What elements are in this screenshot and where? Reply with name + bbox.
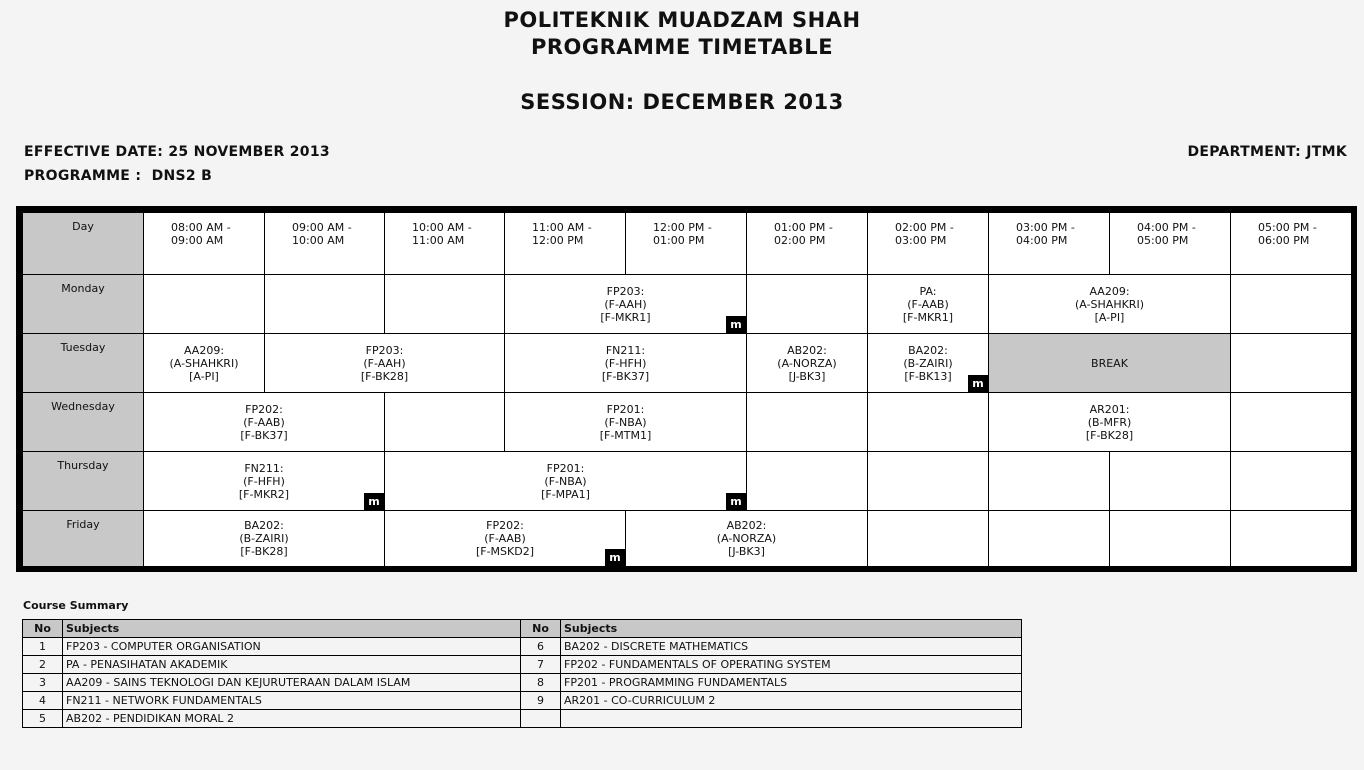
course-subject: BA202 - DISCRETE MATHEMATICS [561,638,1022,656]
class-line: FP203: [606,284,645,298]
course-number: 3 [23,674,63,692]
summary-row [23,692,1022,710]
summary-header-row [23,620,1022,638]
class-line: (A-NORZA) [716,532,777,545]
class-slot [144,511,385,567]
class-line: AR201: [1089,402,1130,416]
m-marker-badge: m [968,375,988,392]
class-line: [F-BK13] [904,369,952,383]
m-marker-badge: m [605,549,625,566]
course-subject: PA - PENASIHATAN AKADEMIK [63,656,521,674]
class-line: [J-BK3] [788,369,826,383]
course-number: 4 [23,692,63,710]
time-slot-line: 08:00 AM - [171,221,231,234]
time-slot-header [505,213,626,275]
empty-slot [1110,452,1231,511]
time-slot-line: 02:00 PM [774,234,826,247]
header-row [23,213,1352,275]
course-subject: AR201 - CO-CURRICULUM 2 [561,692,1022,710]
empty-slot [1110,511,1231,567]
day-label: Friday [23,511,144,567]
class-slot [989,275,1231,334]
time-slot-header [989,213,1110,275]
empty-slot [1231,511,1352,567]
empty-slot [868,511,989,567]
class-line: FP203: [365,343,404,357]
class-slot [989,393,1231,452]
empty-slot [989,452,1110,511]
empty-slot [1231,334,1352,393]
class-line: [F-MKR1] [902,310,954,324]
break-slot [989,334,1231,393]
summary-row [23,656,1022,674]
class-line: [A-PI] [189,369,219,383]
time-slot-line: 03:00 PM [895,234,947,247]
m-marker-badge: m [726,316,746,333]
class-slot [505,334,747,393]
day-row-tuesday [23,334,1352,393]
session-title: SESSION: DECEMBER 2013 [520,90,844,114]
class-line: FP202: [486,519,524,532]
class-line: [F-BK28] [1085,428,1134,442]
time-slot-line: 11:00 AM - [532,221,592,234]
institution-name: POLITEKNIK MUADZAM SHAH [503,8,861,32]
course-subject: FP201 - PROGRAMMING FUNDAMENTALS [561,674,1022,692]
course-number [521,710,561,728]
time-slot-line: 01:00 PM [653,234,705,247]
course-number: 8 [521,674,561,692]
class-line: FP202: [245,402,283,416]
class-slot [144,334,265,393]
effective-date: EFFECTIVE DATE: 25 NOVEMBER 2013 [24,144,330,160]
time-slot-line: 06:00 PM [1258,234,1310,247]
class-line: (F-AAH) [604,297,647,311]
course-number: 6 [521,638,561,656]
class-slot [505,275,747,334]
time-slot-header [265,213,385,275]
timetable-frame [16,206,1357,572]
empty-slot [1231,393,1352,452]
empty-slot [144,275,265,334]
class-line: (B-ZAIRI) [903,356,953,370]
time-slot-line: 02:00 PM - [895,221,954,234]
empty-slot [868,452,989,511]
class-line: FN211: [605,343,646,357]
class-slot [144,452,385,511]
class-line: [F-BK28] [360,369,409,383]
day-row-wednesday [23,393,1352,452]
class-line: (F-AAB) [243,415,285,429]
summary-row [23,710,1022,728]
time-slot-header [1110,213,1231,275]
class-slot [265,334,505,393]
class-line: (F-AAB) [484,532,526,545]
time-slot-header [747,213,868,275]
document-title: PROGRAMME TIMETABLE [530,35,834,59]
time-slot-line: 04:00 PM [1016,234,1068,247]
class-line: (A-NORZA) [777,356,837,370]
subjects-column-header: Subjects [63,620,521,638]
time-slot-line: 12:00 PM - [653,221,712,234]
class-slot [868,275,989,334]
class-line: [F-MKR2] [238,487,290,501]
class-line: FP201: [546,461,585,475]
class-line: [A-PI] [1094,310,1125,324]
class-line: [F-BK28] [240,545,288,558]
time-slot-line: 04:00 PM - [1137,221,1196,234]
course-summary-table [22,619,1022,728]
empty-slot [1231,452,1352,511]
empty-slot [989,511,1110,567]
empty-slot [747,393,868,452]
time-slot-header [144,213,265,275]
class-line: [F-MSKD2] [475,545,535,558]
time-slot-line: 11:00 AM [412,234,465,247]
class-line: [F-BK37] [240,428,288,442]
empty-slot [747,452,868,511]
class-line: (F-HFH) [604,356,647,370]
course-subject: AA209 - SAINS TEKNOLOGI DAN KEJURUTERAAN DALAM ISLAM [63,674,521,692]
course-subject: FP203 - COMPUTER ORGANISATION [63,638,521,656]
day-label: Thursday [23,452,144,511]
class-line: AB202: [726,519,767,532]
course-number: 9 [521,692,561,710]
no-column-header: No [521,620,561,638]
day-label: Tuesday [23,334,144,393]
empty-slot [1231,275,1352,334]
time-slot-header [385,213,505,275]
time-slot-line: 10:00 AM [292,234,345,247]
class-line: (F-AAH) [363,356,406,370]
class-line: [F-MKR1] [600,310,651,324]
class-line: AB202: [787,343,827,357]
class-line: FP201: [606,402,645,416]
empty-slot [265,275,385,334]
course-summary-title: Course Summary [23,599,129,612]
class-line: [F-BK37] [601,369,650,383]
day-row-monday [23,275,1352,334]
course-subject: AB202 - PENDIDIKAN MORAL 2 [63,710,521,728]
class-slot [747,334,868,393]
course-number: 2 [23,656,63,674]
class-line: (F-NBA) [604,415,647,429]
class-line: [F-MTM1] [599,428,652,442]
time-slot-line: 09:00 AM [171,234,224,247]
class-line: (F-HFH) [243,474,285,488]
course-subject: FN211 - NETWORK FUNDAMENTALS [63,692,521,710]
time-slot-line: 09:00 AM - [292,221,352,234]
time-slot-line: 01:00 PM - [774,221,833,234]
department: DEPARTMENT: JTMK [1187,144,1347,160]
class-line: FN211: [244,461,284,475]
class-slot [868,334,989,393]
no-column-header: No [23,620,63,638]
class-line: (F-NBA) [544,474,587,488]
class-line: [J-BK3] [728,545,765,558]
time-slot-line: 10:00 AM - [412,221,472,234]
day-row-friday [23,511,1352,567]
class-slot [626,511,868,567]
time-slot-line: 12:00 PM [532,234,584,247]
day-label: Monday [23,275,144,334]
course-number: 1 [23,638,63,656]
time-slot-line: 03:00 PM - [1016,221,1075,234]
class-line: (A-SHAHKRI) [169,356,239,370]
empty-slot [747,275,868,334]
empty-slot [868,393,989,452]
class-line: [F-MPA1] [541,487,590,501]
m-marker-badge: m [726,493,746,510]
day-header: Day [23,213,144,275]
class-line: (A-SHAHKRI) [1075,297,1144,311]
time-slot-header [1231,213,1352,275]
class-line: (F-AAB) [907,297,949,311]
course-subject: FP202 - FUNDAMENTALS OF OPERATING SYSTEM [561,656,1022,674]
summary-row [23,674,1022,692]
class-line: AA209: [183,343,225,357]
class-line: (B-ZAIRI) [239,532,289,545]
course-number: 7 [521,656,561,674]
course-number: 5 [23,710,63,728]
class-line: BA202: [244,519,284,532]
time-slot-line: 05:00 PM [1137,234,1189,247]
timetable [22,212,1352,567]
course-subject [561,710,1022,728]
m-marker-badge: m [364,493,384,510]
time-slot-header [868,213,989,275]
programme: PROGRAMME : DNS2 B [24,168,213,184]
time-slot-header [626,213,747,275]
class-line: (B-MFR) [1087,415,1132,429]
class-line: BA202: [908,343,948,357]
empty-slot [385,393,505,452]
day-row-thursday [23,452,1352,511]
class-slot [385,511,626,567]
break-label: BREAK [1091,356,1128,370]
summary-row [23,638,1022,656]
empty-slot [385,275,505,334]
class-slot [505,393,747,452]
class-line: PA: [919,284,937,298]
class-line: AA209: [1089,284,1130,298]
class-slot [385,452,747,511]
day-label: Wednesday [23,393,144,452]
class-slot [144,393,385,452]
subjects-column-header: Subjects [561,620,1022,638]
time-slot-line: 05:00 PM - [1258,221,1317,234]
